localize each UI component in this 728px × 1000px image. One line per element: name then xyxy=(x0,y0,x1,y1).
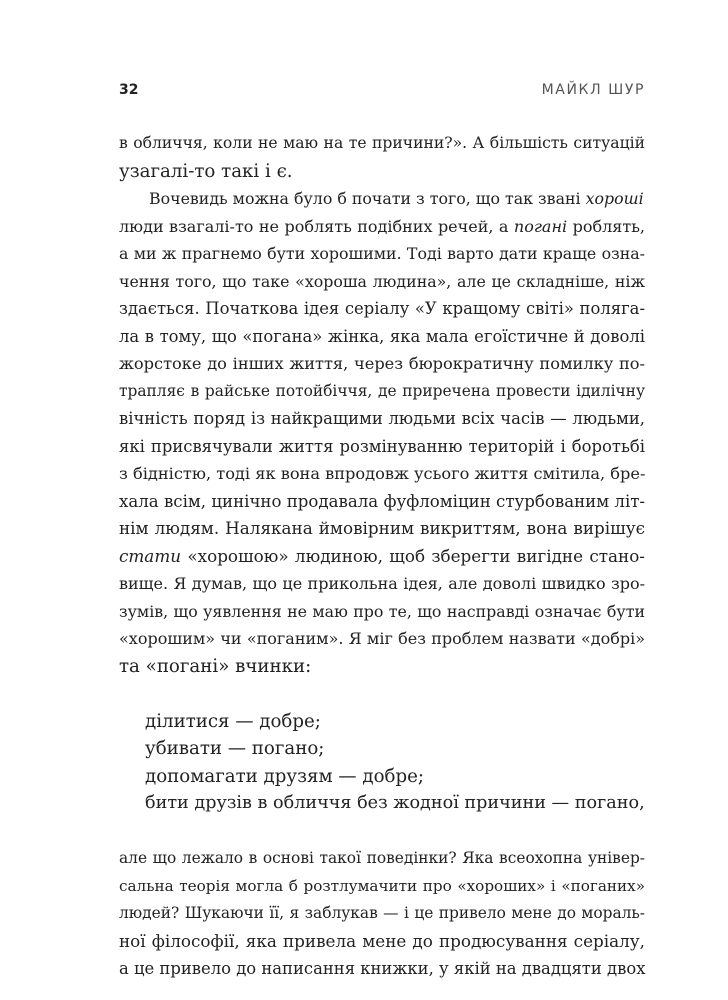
text-line: хала всім, цинічно продавала фуфломіцин стурбованим літ- xyxy=(119,491,646,511)
text-line: трапляє в райське потойбіччя, де приречена провести ідилічну xyxy=(119,381,645,400)
paragraph-gap xyxy=(119,818,645,846)
list-item: убивати — погано; xyxy=(145,738,325,759)
italic-word: погані xyxy=(513,216,568,236)
text-line: здається. Початкова ідея серіалу «У кращому світі» поляга- xyxy=(119,299,645,318)
text-line: зумів, що уявлення не маю про те, що насправді означає бути xyxy=(119,601,645,621)
body-text xyxy=(119,130,645,983)
running-head xyxy=(119,80,645,104)
text-line: Вочевидь можна було б почати з того, що так звані хороші xyxy=(149,189,644,208)
text-line: ла в тому, що «погана» жінка, яка мала егоїстичне й доволі xyxy=(119,326,645,346)
italic-word: хороші xyxy=(585,189,644,208)
text-line: в обличчя, коли не маю на те причини?». А більшість ситуацій xyxy=(119,134,645,152)
text-line: а ми ж прагнемо бути хорошими. Тоді варто дати краще озна- xyxy=(119,244,645,263)
text-line: вище. Я думав, що це прикольна ідея, але доволі швидко зро- xyxy=(119,574,645,593)
italic-word: стати xyxy=(119,545,182,566)
text-line: а це привело до написання книжки, у якій на двадцяти двох xyxy=(119,959,646,978)
text-line: нім людям. Налякана ймовірним викриттям, вона вирішує xyxy=(119,518,645,538)
text-line: стати «хорошою» людиною, щоб зберегти вигідне стано- xyxy=(119,545,645,566)
text-line: ної філософії, яка привела мене до продюсування серіалу, xyxy=(119,930,645,951)
text-line: «хорошим» чи «поганим». Я міг без проблем назвати «добрі» xyxy=(119,629,645,648)
list-item: ділитися — добре; xyxy=(145,710,321,732)
text-line: але що лежало в основі такої поведінки? Яка всеохопна універ- xyxy=(119,849,645,867)
text-line: вічність поряд із найкращими людьми всіх часів — людьми, xyxy=(119,409,645,428)
text-line: з бідністю, тоді як вона впродовж усього життя смітила, бре- xyxy=(119,464,646,483)
list-item: допомагати друзям — добре; xyxy=(145,765,425,787)
text-line: люди взагалі-то не роблять подібних речей, а погані роблять, xyxy=(119,216,645,236)
text-line: людей? Шукаючи її, я заблукав — і це привело мене до мораль- xyxy=(119,904,645,922)
text-line: чення того, що таке «хороша людина», але це складніше, ніж xyxy=(119,271,645,291)
text-line: які присвячували життя розмінуванню територій і боротьбі xyxy=(119,436,645,456)
running-head-author: МАЙКЛ ШУР xyxy=(541,82,645,98)
paragraph-gap xyxy=(119,680,645,708)
text-line: жорстоке до інших життя, через бюрократичну помилку по- xyxy=(119,354,645,373)
text-line: сальна теорія могла б розтлумачити про «хороших» і «поганих» xyxy=(119,876,645,895)
page-number: 32 xyxy=(119,82,139,98)
text-line: узагалі-то такі і є. xyxy=(119,160,293,182)
list-item: бити друзів в обличчя без жодної причини — погано, xyxy=(145,793,645,813)
text-line: та «погані» вчинки: xyxy=(119,655,312,677)
